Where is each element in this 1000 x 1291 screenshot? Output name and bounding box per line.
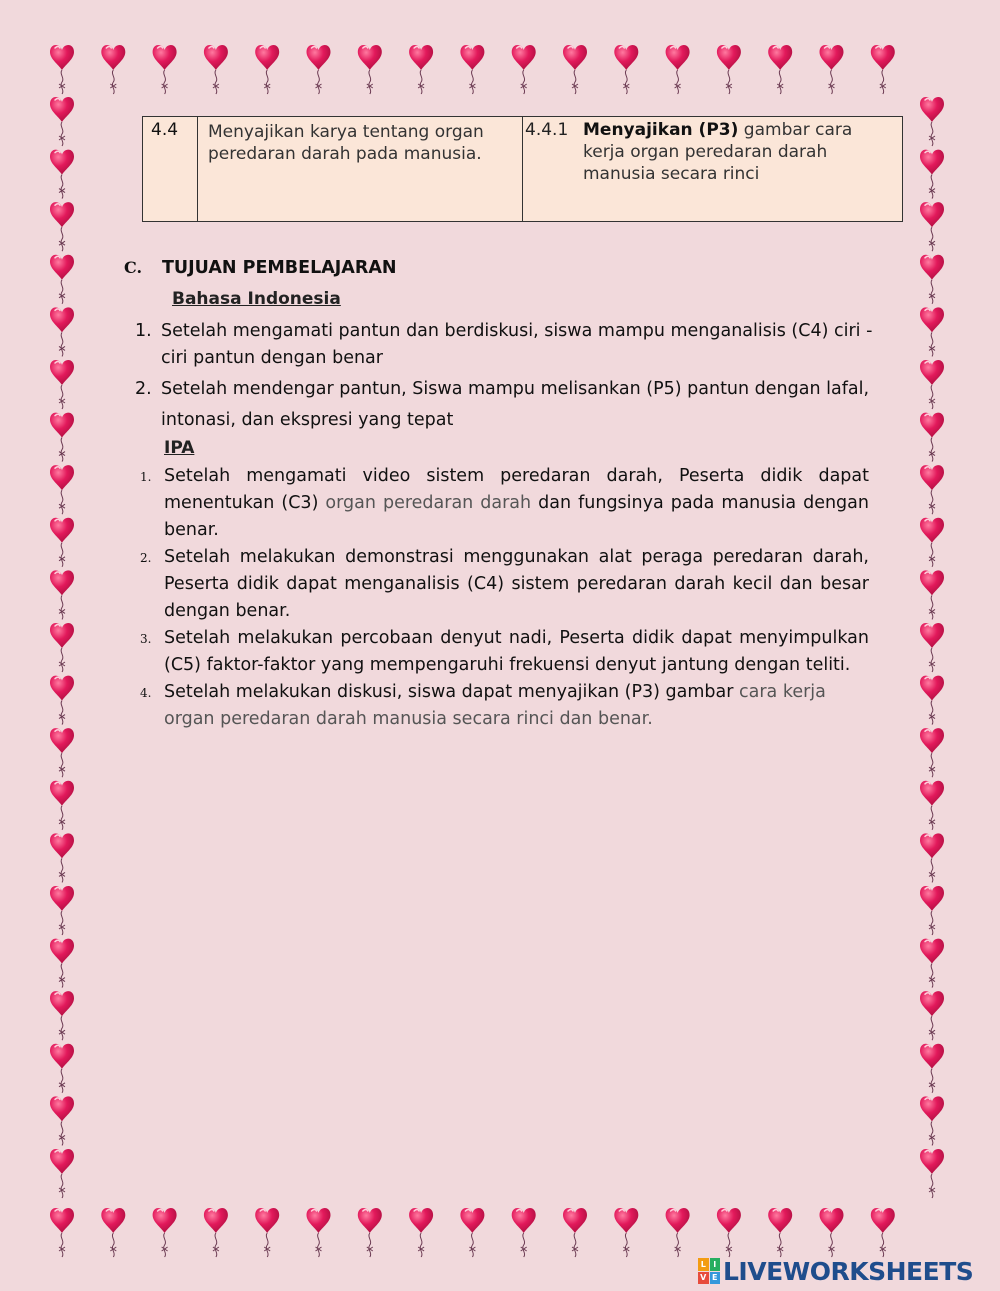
- heart-balloon-icon: [50, 676, 74, 725]
- logo-letter: I: [710, 1258, 721, 1271]
- heart-balloon-icon: [50, 1044, 74, 1093]
- bahasa-list: [135, 318, 883, 436]
- heart-balloon-icon: [307, 45, 331, 94]
- heart-balloon-icon: [920, 781, 944, 830]
- heart-balloon-icon: [666, 1208, 690, 1257]
- heart-balloon-icon: [920, 202, 944, 251]
- heart-balloon-icon: [50, 150, 74, 199]
- list-text-a: Setelah mengamati video sistem peredaran darah, Peserta didik dapat menentukan (C3): [164, 466, 869, 513]
- heart-balloon-icon: [50, 413, 74, 462]
- ipa-list: [140, 463, 869, 733]
- heart-balloon-icon: [204, 1208, 228, 1257]
- list-text-c: dan fungsinya pada manusia dengan benar.: [164, 493, 869, 540]
- list-number: 3.: [140, 632, 152, 646]
- heart-balloon-icon: [920, 465, 944, 514]
- heart-balloon-icon: [409, 45, 433, 94]
- list-item: [140, 679, 869, 733]
- list-number: 1.: [140, 470, 152, 484]
- list-number: 2.: [140, 551, 152, 565]
- liveworksheets-logo[interactable]: [698, 1256, 973, 1286]
- section-heading: [124, 258, 397, 278]
- logo-letter: L: [698, 1258, 709, 1271]
- heart-balloon-icon: [920, 886, 944, 935]
- heart-balloon-icon: [50, 728, 74, 777]
- heart-balloon-icon: [50, 518, 74, 567]
- heart-balloon-icon: [50, 1208, 74, 1257]
- heart-balloon-icon: [50, 623, 74, 672]
- heart-balloon-icon: [50, 886, 74, 935]
- heart-balloon-icon: [920, 518, 944, 567]
- heart-balloon-icon: [50, 939, 74, 988]
- heart-balloon-icon: [50, 97, 74, 146]
- heart-balloon-icon: [50, 991, 74, 1040]
- heart-balloon-icon: [50, 465, 74, 514]
- heart-balloon-icon: [255, 45, 279, 94]
- indicator-text: [583, 119, 896, 185]
- heart-balloon-icon: [153, 1208, 177, 1257]
- heart-balloon-icon: [50, 781, 74, 830]
- heart-balloon-icon: [204, 45, 228, 94]
- heart-balloon-icon: [920, 833, 944, 882]
- heart-balloon-icon: [409, 1208, 433, 1257]
- heart-balloon-icon: [717, 45, 741, 94]
- list-number: 2.: [135, 379, 152, 399]
- indicator-rest: gambar cara kerja organ peredaran darah manusia secara rinci: [583, 120, 853, 184]
- list-item: [140, 544, 869, 625]
- logo-text: LIVEWORKSHEETS: [723, 1256, 974, 1286]
- heart-balloon-icon: [920, 1044, 944, 1093]
- heart-balloon-icon: [920, 623, 944, 672]
- heart-balloon-icon: [563, 1208, 587, 1257]
- logo-letter: V: [698, 1272, 709, 1285]
- heart-balloon-icon: [920, 150, 944, 199]
- heart-balloon-icon: [50, 202, 74, 251]
- heart-balloon-icon: [50, 833, 74, 882]
- list-number: 4.: [140, 686, 152, 700]
- list-number: 1.: [135, 321, 152, 341]
- table-row: [143, 117, 903, 222]
- heart-balloon-icon: [920, 676, 944, 725]
- indicator-number: 4.4.1: [525, 120, 569, 140]
- heart-balloon-icon: [920, 255, 944, 304]
- heart-balloon-icon: [820, 45, 844, 94]
- heart-balloon-icon: [50, 570, 74, 619]
- heart-balloon-icon: [666, 45, 690, 94]
- heart-balloon-icon: [255, 1208, 279, 1257]
- heart-balloon-icon: [460, 45, 484, 94]
- heart-balloon-icon: [920, 307, 944, 356]
- heart-balloon-icon: [920, 939, 944, 988]
- list-text-b: organ peredaran darah: [325, 493, 532, 513]
- list-text-c: dan benar.: [553, 709, 653, 729]
- heart-balloon-icon: [920, 413, 944, 462]
- heart-balloon-icon: [50, 1149, 74, 1198]
- list-text: Setelah melakukan demonstrasi menggunakan alat peraga peredaran darah, Peserta didik dapat menganalisis (C4) sistem peredaran darah kecil dan besar dengan benar.: [164, 547, 869, 621]
- heart-balloon-icon: [920, 728, 944, 777]
- heart-balloon-icon: [460, 1208, 484, 1257]
- heart-balloon-icon: [358, 1208, 382, 1257]
- heart-balloon-icon: [717, 1208, 741, 1257]
- indicator-bold: Menyajikan (P3): [583, 120, 739, 140]
- heart-balloon-icon: [50, 255, 74, 304]
- heart-balloon-icon: [614, 1208, 638, 1257]
- list-text-a: Setelah melakukan diskusi, siswa dapat menyajikan (P3) gambar: [164, 682, 739, 702]
- heart-balloon-icon: [920, 1096, 944, 1145]
- section-letter: C.: [124, 258, 143, 277]
- indicator-cell: [523, 117, 903, 222]
- heart-balloon-icon: [920, 360, 944, 409]
- list-item: [140, 463, 869, 544]
- heart-balloon-icon: [920, 570, 944, 619]
- heart-balloon-icon: [920, 97, 944, 146]
- list-item: [135, 374, 883, 436]
- bahasa-heading: Bahasa Indonesia: [172, 289, 341, 309]
- list-text-b: cara kerja organ peredaran darah manusia secara rinci: [164, 682, 826, 729]
- heart-balloon-icon: [871, 1208, 895, 1257]
- heart-balloon-icon: [512, 1208, 536, 1257]
- ipa-heading: IPA: [164, 438, 195, 458]
- heart-balloon-icon: [563, 45, 587, 94]
- competency-text: Menyajikan karya tentang organ peredaran darah pada manusia.: [198, 117, 523, 222]
- heart-balloon-icon: [101, 45, 125, 94]
- heart-balloon-icon: [307, 1208, 331, 1257]
- list-text: Setelah mendengar pantun, Siswa mampu melisankan (P5) pantun dengan lafal, intonasi, dan ekspresi yang tepat: [161, 379, 870, 430]
- competency-number: 4.4: [143, 117, 198, 222]
- heart-balloon-icon: [358, 45, 382, 94]
- heart-balloon-icon: [820, 1208, 844, 1257]
- logo-letter: E: [710, 1272, 721, 1285]
- logo-icon: [698, 1258, 720, 1284]
- list-item: [140, 625, 869, 679]
- heart-balloon-icon: [50, 360, 74, 409]
- heart-balloon-icon: [512, 45, 536, 94]
- list-item: [135, 318, 883, 372]
- heart-balloon-icon: [871, 45, 895, 94]
- heart-balloon-icon: [768, 1208, 792, 1257]
- heart-balloon-icon: [920, 991, 944, 1040]
- section-title: TUJUAN PEMBELAJARAN: [162, 258, 397, 278]
- heart-balloon-icon: [50, 1096, 74, 1145]
- list-text: [164, 682, 826, 729]
- heart-balloon-icon: [101, 1208, 125, 1257]
- heart-balloon-icon: [768, 45, 792, 94]
- heart-balloon-icon: [153, 45, 177, 94]
- list-text: Setelah mengamati pantun dan berdiskusi, siswa mampu menganalisis (C4) ciri - ciri pantun dengan benar: [161, 321, 873, 368]
- heart-balloon-icon: [614, 45, 638, 94]
- list-text: Setelah melakukan percobaan denyut nadi, Peserta didik dapat menyimpulkan (C5) faktor-faktor yang mempengaruhi frekuensi denyut jantung dengan teliti.: [164, 628, 869, 675]
- competency-table: [142, 116, 903, 222]
- heart-balloon-icon: [50, 307, 74, 356]
- heart-balloon-icon: [50, 45, 74, 94]
- list-text: [164, 466, 869, 540]
- heart-balloon-icon: [920, 1149, 944, 1198]
